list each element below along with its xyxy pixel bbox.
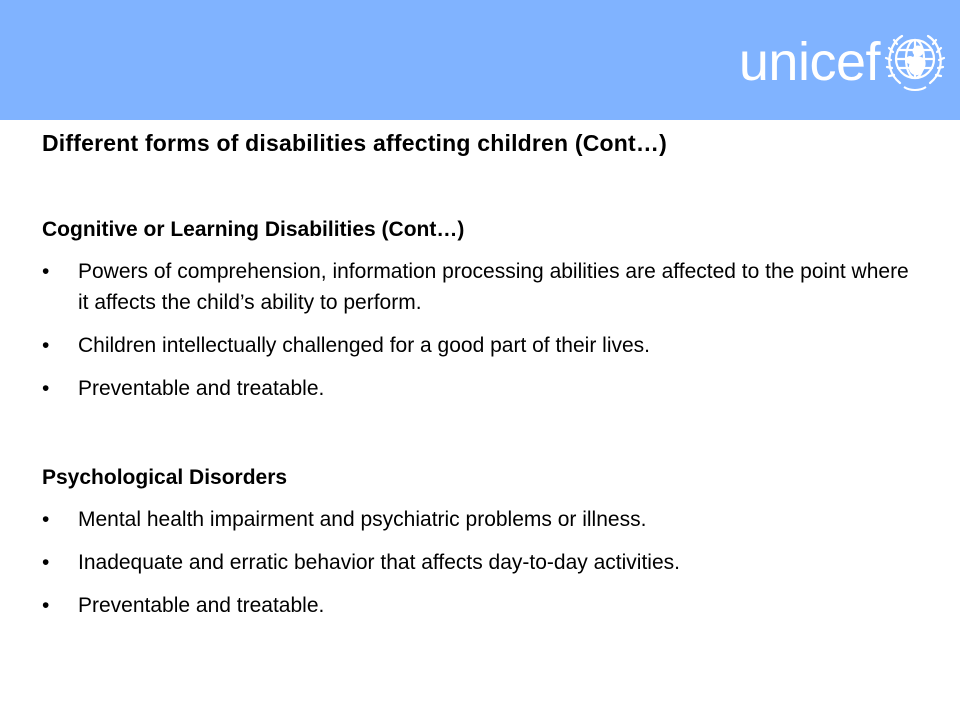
bullet-text: Inadequate and erratic behavior that affects day-to-day activities. [78,551,680,574]
bullet-text: Powers of comprehension, information processing abilities are affected to the point where it affects the child’s ability to perform. [78,260,909,314]
header-band [0,0,960,120]
bullet-list-psychological [42,504,922,633]
list-item [42,256,922,318]
bullet-text: Preventable and treatable. [78,594,325,617]
bullet-list-cognitive [42,256,922,416]
section-heading-psychological: Psychological Disorders [42,466,288,489]
logo-wordmark: unicef [738,32,880,92]
bullet-text: Mental health impairment and psychiatric problems or illness. [78,508,647,531]
unicef-emblem-icon [882,29,948,95]
bullet-dot: • [42,594,50,617]
unicef-logo [739,30,948,94]
bullet-dot: • [42,377,50,400]
bullet-dot: • [42,334,50,357]
section-heading-cognitive: Cognitive or Learning Disabilities (Cont…) [42,218,465,241]
slide-title: Different forms of disabilities affecting children (Cont…) [42,130,667,156]
list-item [42,330,922,361]
bullet-dot: • [42,551,50,574]
list-item [42,504,922,535]
bullet-dot: • [42,260,50,283]
list-item [42,373,922,404]
list-item [42,590,922,621]
list-item [42,547,922,578]
bullet-text: Children intellectually challenged for a good part of their lives. [78,334,650,357]
bullet-dot: • [42,508,50,531]
bullet-text: Preventable and treatable. [78,377,325,400]
